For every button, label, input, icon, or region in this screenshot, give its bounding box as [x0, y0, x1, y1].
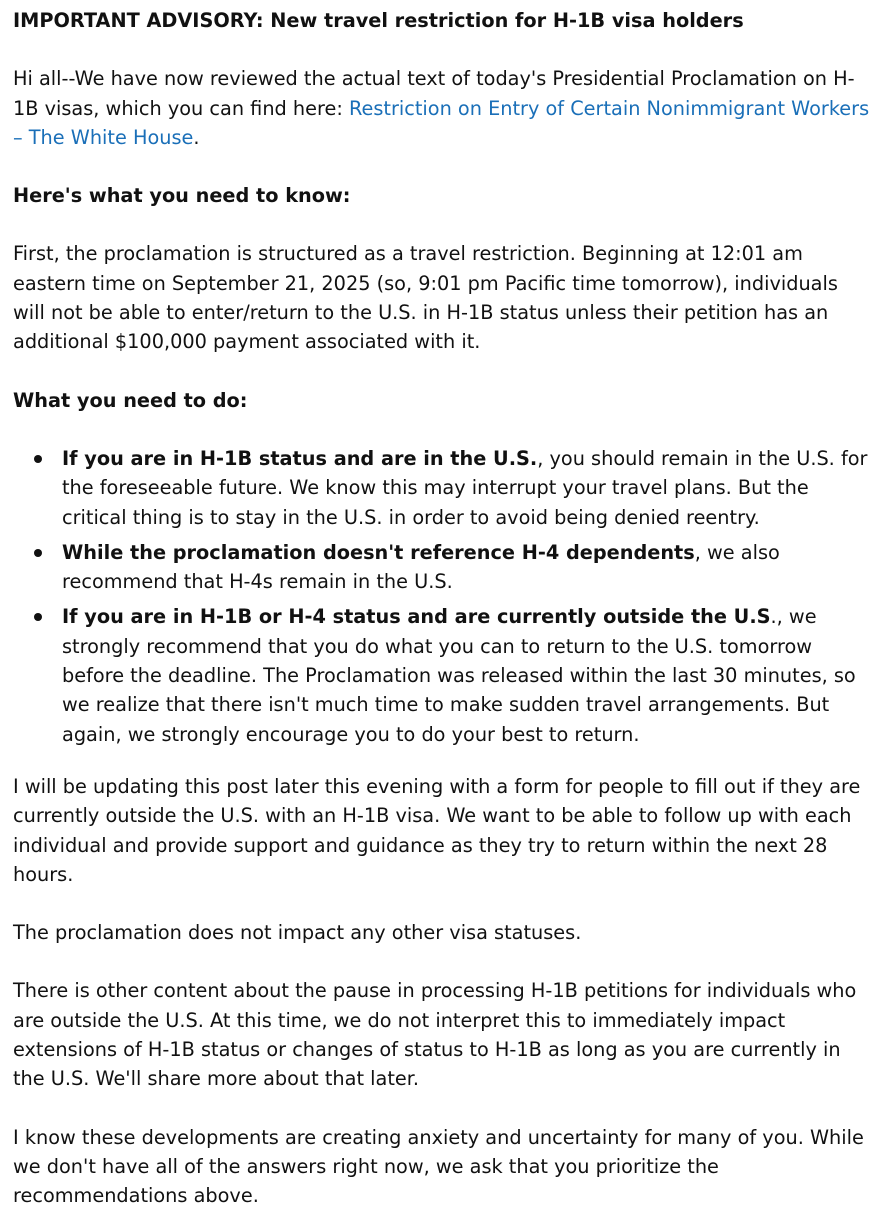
- pause-paragraph: There is other content about the pause in processing H-1B petitions for individuals who are outside the U.S. At this time, we do not interpret this to immediately impact extensions of H-1B status or changes of status to H-1B as long as you are currently in the U.S. We'll share more about that later.: [13, 979, 857, 1091]
- intro-paragraph: [13, 64, 873, 152]
- list-item-bold: If you are in H-1B status and are in the U.S.: [62, 446, 538, 470]
- proclamation-link[interactable]: Restriction on Entry of Certain Nonimmigrant Workers – The White House: [13, 96, 870, 149]
- recommendation-list: [13, 444, 873, 749]
- list-item: [62, 444, 873, 532]
- list-item-text: , you should remain in the U.S. for the foreseeable future. We know this may interrupt your travel plans. But the critical thing is to stay in the U.S. in order to avoid being denied reentry.: [62, 446, 868, 529]
- intro-text: Hi all--We have now reviewed the actual text of today's Presidential Proclamation on H-1B visas, which you can find here:: [13, 67, 855, 120]
- list-item-text: ., we strongly recommend that you do what you can to return to the U.S. tomorrow before the deadline. The Proclamation was released within the last 30 minutes, so we realize that there isn't much time to make sudden travel arrangements. But again, we strongly encourage you to do your best to return.: [62, 605, 856, 746]
- list-item-text: , we also recommend that H-4s remain in the U.S.: [62, 540, 780, 594]
- bullet-icon: [34, 455, 42, 463]
- other-visas-paragraph: The proclamation does not impact any other visa statuses.: [13, 921, 582, 945]
- list-item: [62, 602, 873, 748]
- advisory-title: IMPORTANT ADVISORY: New travel restriction for H-1B visa holders: [13, 9, 744, 32]
- closing-paragraph: I know these developments are creating anxiety and uncertainty for many of you. While we don't have all of the answers right now, we ask that you prioritize the recommendations above.: [13, 1125, 864, 1208]
- intro-period: .: [193, 125, 200, 149]
- advisory-message: [13, 0, 873, 1211]
- know-paragraph: First, the proclamation is structured as a travel restriction. Beginning at 12:01 am eastern time on September 21, 2025 (so, 9:01 pm Pacific time tomorrow), individuals will not be able to enter/return to the U.S. in H-1B status unless their petition has an additional $100,000 payment associated with it.: [13, 242, 838, 354]
- bullet-icon: [34, 549, 42, 557]
- update-paragraph: I will be updating this post later this evening with a form for people to fill out if they are currently outside the U.S. with an H-1B visa. We want to be able to follow up with each individual and provide support and guidance as they try to return within the next 28 hours.: [13, 774, 861, 886]
- list-item: [62, 538, 873, 597]
- know-heading: Here's what you need to know:: [13, 184, 351, 208]
- bullet-icon: [34, 613, 42, 621]
- todo-heading: What you need to do:: [13, 388, 248, 412]
- list-item-bold: If you are in H-1B or H-4 status and are currently outside the U.S: [62, 605, 771, 629]
- list-item-bold: While the proclamation doesn't reference H-4 dependents: [62, 540, 695, 564]
